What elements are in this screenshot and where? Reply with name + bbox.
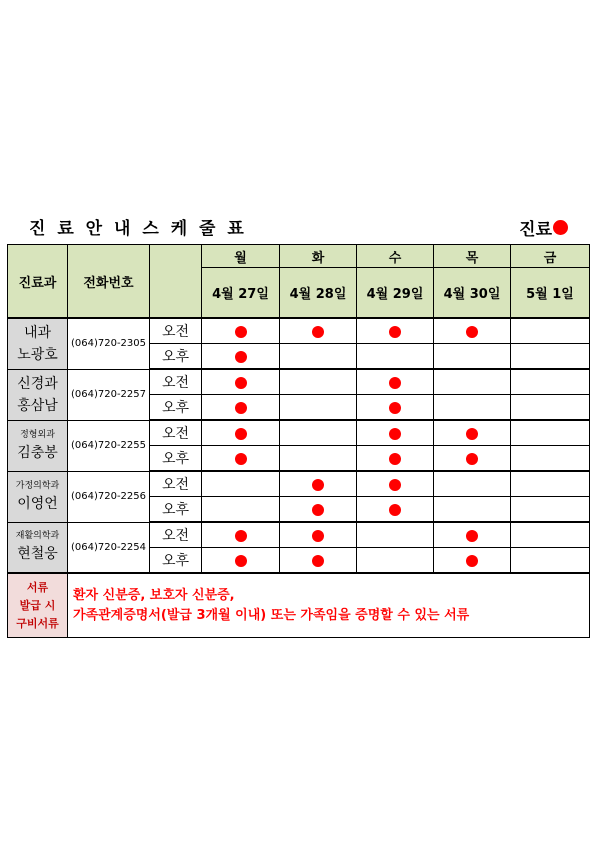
page-title: 진 료 안 내 스 케 줄 표 <box>29 219 247 239</box>
schedule-cell <box>357 395 434 421</box>
clinic-dot-icon <box>312 530 324 542</box>
schedule-cell <box>511 522 590 548</box>
doctor-name: 노광호 <box>17 346 58 363</box>
schedule-cell <box>434 318 511 344</box>
clinic-dot-icon <box>235 402 247 414</box>
dept-name: 내과 <box>23 324 52 341</box>
schedule-cell <box>280 395 357 421</box>
schedule-cell <box>511 344 590 370</box>
schedule-cell <box>280 344 357 370</box>
clinic-dot-icon <box>312 555 324 567</box>
schedule-cell <box>357 446 434 472</box>
schedule-cell <box>511 318 590 344</box>
phone-cell: (064)720-2257 <box>68 369 150 420</box>
doctor-name: 현철웅 <box>17 546 58 563</box>
schedule-cell <box>202 395 280 421</box>
legend-label: 진료 <box>519 220 552 240</box>
header-day: 월 <box>202 245 280 268</box>
clinic-dot-icon <box>389 504 401 516</box>
session-label: 오전 <box>150 471 202 497</box>
schedule-table <box>7 244 590 638</box>
clinic-dot-icon <box>312 504 324 516</box>
phone-cell: (064)720-2256 <box>68 471 150 522</box>
doctor-name: 이영언 <box>17 495 58 512</box>
schedule-cell <box>280 369 357 395</box>
dept-cell <box>8 318 68 369</box>
session-label: 오후 <box>150 344 202 370</box>
schedule-cell <box>202 548 280 574</box>
schedule-row <box>8 471 590 497</box>
schedule-cell <box>357 522 434 548</box>
clinic-dot-icon <box>235 453 247 465</box>
phone-cell: (064)720-2254 <box>68 522 150 573</box>
schedule-cell <box>202 522 280 548</box>
dept-cell <box>8 369 68 420</box>
schedule-cell <box>280 471 357 497</box>
dept-name: 신경과 <box>17 375 58 392</box>
schedule-cell <box>280 318 357 344</box>
header-date: 4월 27일 <box>202 268 280 319</box>
documents-text-line: 가족관계증명서(발급 3개월 이내) 또는 가족임을 증명할 수 있는 서류 <box>73 607 470 623</box>
clinic-dot-icon <box>389 453 401 465</box>
schedule-cell <box>511 395 590 421</box>
schedule-cell <box>357 369 434 395</box>
schedule-cell <box>434 522 511 548</box>
clinic-dot-icon <box>235 326 247 338</box>
session-label: 오후 <box>150 548 202 574</box>
header-date: 4월 28일 <box>280 268 357 319</box>
legend <box>519 215 568 240</box>
schedule-cell <box>202 471 280 497</box>
session-label: 오전 <box>150 318 202 344</box>
schedule-cell <box>434 369 511 395</box>
header-day: 금 <box>511 245 590 268</box>
schedule-cell <box>511 471 590 497</box>
schedule-row <box>8 522 590 548</box>
header-date: 5월 1일 <box>511 268 590 319</box>
dept-cell <box>8 471 68 522</box>
schedule-cell <box>202 497 280 523</box>
schedule-cell <box>202 420 280 446</box>
schedule-cell <box>511 446 590 472</box>
clinic-dot-icon <box>466 555 478 567</box>
session-label: 오후 <box>150 497 202 523</box>
clinic-dot-icon <box>466 530 478 542</box>
legend-dot-icon <box>553 220 568 235</box>
schedule-cell <box>511 369 590 395</box>
documents-label-line: 발급 시 <box>19 598 56 612</box>
phone-cell: (064)720-2255 <box>68 420 150 471</box>
schedule-cell <box>280 497 357 523</box>
header-day: 목 <box>434 245 511 268</box>
clinic-dot-icon <box>389 428 401 440</box>
dept-name: 가정의학과 <box>15 480 60 491</box>
documents-row <box>8 573 590 638</box>
header-dept: 진료과 <box>8 245 68 319</box>
schedule-cell <box>434 420 511 446</box>
schedule-cell <box>511 548 590 574</box>
schedule-cell <box>434 395 511 421</box>
schedule-cell <box>357 318 434 344</box>
clinic-dot-icon <box>466 326 478 338</box>
schedule-cell <box>434 446 511 472</box>
dept-name: 정형외과 <box>20 429 55 440</box>
clinic-dot-icon <box>235 377 247 389</box>
schedule-cell <box>357 497 434 523</box>
schedule-cell <box>280 446 357 472</box>
clinic-dot-icon <box>466 453 478 465</box>
schedule-cell <box>280 522 357 548</box>
header-date: 4월 29일 <box>357 268 434 319</box>
schedule-cell <box>357 471 434 497</box>
schedule-cell <box>357 344 434 370</box>
documents-text <box>68 573 590 638</box>
header-day: 화 <box>280 245 357 268</box>
clinic-dot-icon <box>389 326 401 338</box>
schedule-cell <box>280 548 357 574</box>
schedule-cell <box>434 497 511 523</box>
clinic-dot-icon <box>466 428 478 440</box>
documents-text-line: 환자 신분증, 보호자 신분증, <box>73 587 235 603</box>
phone-cell: (064)720-2305 <box>68 318 150 369</box>
schedule-cell <box>280 420 357 446</box>
dept-cell <box>8 522 68 573</box>
dept-name: 재활의학과 <box>15 531 60 542</box>
schedule-cell <box>202 318 280 344</box>
schedule-cell <box>511 420 590 446</box>
schedule-cell <box>357 420 434 446</box>
documents-label-line: 구비서류 <box>16 616 59 630</box>
schedule-row <box>8 318 590 344</box>
dept-cell <box>8 420 68 471</box>
clinic-dot-icon <box>235 530 247 542</box>
documents-label-line: 서류 <box>26 580 49 594</box>
clinic-dot-icon <box>312 479 324 491</box>
header-row-days <box>8 245 590 268</box>
session-label: 오전 <box>150 522 202 548</box>
header-date: 4월 30일 <box>434 268 511 319</box>
clinic-dot-icon <box>389 479 401 491</box>
clinic-dot-icon <box>389 402 401 414</box>
schedule-cell <box>202 369 280 395</box>
schedule-body <box>8 318 590 573</box>
schedule-cell <box>357 548 434 574</box>
schedule-cell <box>511 497 590 523</box>
header-session <box>150 245 202 319</box>
clinic-dot-icon <box>235 428 247 440</box>
session-label: 오전 <box>150 369 202 395</box>
header-day: 수 <box>357 245 434 268</box>
doctor-name: 김충봉 <box>17 444 58 461</box>
schedule-cell <box>202 344 280 370</box>
session-label: 오전 <box>150 420 202 446</box>
schedule-row <box>8 369 590 395</box>
schedule-cell <box>202 446 280 472</box>
clinic-dot-icon <box>389 377 401 389</box>
clinic-dot-icon <box>312 326 324 338</box>
schedule-cell <box>434 471 511 497</box>
clinic-dot-icon <box>235 351 247 363</box>
session-label: 오후 <box>150 395 202 421</box>
schedule-cell <box>434 344 511 370</box>
schedule-cell <box>434 548 511 574</box>
documents-label <box>8 573 68 638</box>
clinic-dot-icon <box>235 555 247 567</box>
session-label: 오후 <box>150 446 202 472</box>
doctor-name: 홍삼남 <box>17 397 58 414</box>
schedule-row <box>8 420 590 446</box>
header-phone: 전화번호 <box>68 245 150 319</box>
